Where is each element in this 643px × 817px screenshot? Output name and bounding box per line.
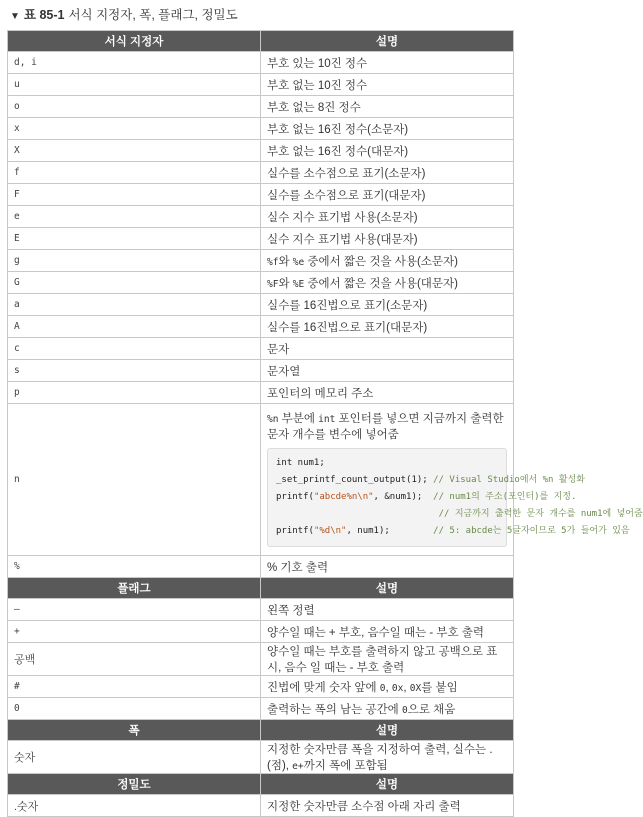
- code-text: , num1);: [346, 526, 434, 536]
- specifier-desc: [261, 52, 514, 74]
- desc-text: 지정한 숫자만큼 소수점 아래 자리 출력: [267, 800, 461, 813]
- desc-text: 문자: [267, 343, 290, 356]
- code-text: printf(: [276, 526, 314, 536]
- table-row: [8, 599, 514, 621]
- inline-code: %E: [292, 278, 305, 290]
- desc-text: 실수 지수 표기법 사용(소문자): [267, 211, 418, 224]
- specifier-desc: [261, 382, 514, 404]
- desc-text: 부호 있는 10진 정수: [267, 57, 368, 70]
- desc-text: 부호 없는 16진 정수(대문자): [267, 145, 409, 158]
- desc-text: 문자열: [267, 365, 301, 378]
- code-comment: // 5: abcde는 5글자이므로 5가 들어가 있음: [433, 526, 630, 536]
- inline-code: 0: [379, 682, 386, 694]
- desc-text: 진법에 맞게 숫자 앞에: [267, 681, 380, 694]
- table-row: [8, 382, 514, 404]
- inline-code: %F: [267, 278, 279, 290]
- header-desc: 설명: [261, 720, 514, 741]
- table-row: [8, 140, 514, 162]
- specifier-desc: [261, 272, 514, 294]
- desc-text: 양수일 때는 + 부호, 음수일 때는 - 부호 출력: [267, 626, 485, 639]
- desc-cell: [261, 599, 514, 621]
- specifier-desc: [261, 360, 514, 382]
- code-string: "abcde%n\n": [313, 492, 374, 502]
- table-row: [8, 250, 514, 272]
- table-row: [8, 698, 514, 720]
- code-pre: [276, 455, 643, 540]
- specifier-desc: [261, 184, 514, 206]
- desc-text: 출력하는 폭의 남는 공간에: [267, 703, 402, 716]
- table-row: [8, 741, 514, 774]
- width-header-row: [8, 720, 514, 741]
- specifier-desc: [261, 140, 514, 162]
- table-row: [8, 206, 514, 228]
- specifier-desc: [261, 206, 514, 228]
- table-caption: [0, 0, 523, 30]
- key-cell: –: [8, 599, 261, 621]
- specifier-key: e: [8, 206, 261, 228]
- flags-header-row: [8, 578, 514, 599]
- spec-header-row: [8, 31, 514, 52]
- desc-text: 까지 폭에 포함됨: [303, 760, 388, 772]
- code-string: "%d\n": [313, 526, 347, 536]
- inline-code: e+: [292, 761, 304, 772]
- n-desc-wrap: [267, 404, 643, 555]
- key-cell: .숫자: [8, 795, 261, 817]
- desc-text: 부분에: [278, 413, 319, 425]
- specifier-key: o: [8, 96, 261, 118]
- table-row: [8, 643, 514, 676]
- table-row: [8, 294, 514, 316]
- desc-text: 중에서 짧은 것을 사용(대문자): [304, 277, 458, 290]
- desc-text: 부호 없는 16진 정수(소문자): [267, 123, 409, 136]
- specifier-key: F: [8, 184, 261, 206]
- inline-code: 0X: [409, 682, 422, 694]
- desc-text: 중에서 짧은 것을 사용(소문자): [304, 255, 458, 268]
- specifier-key: f: [8, 162, 261, 184]
- header-key: 정밀도: [8, 774, 261, 795]
- specifier-key: A: [8, 316, 261, 338]
- key-cell: 숫자: [8, 741, 261, 774]
- specifier-desc: [261, 162, 514, 184]
- code-block: [267, 448, 643, 547]
- code-comment: // 지금까지 출력한 문자 개수를 num1에 넣어줌: [438, 509, 643, 519]
- specifier-key: %: [8, 556, 261, 578]
- specifier-key: p: [8, 382, 261, 404]
- desc-text: 지정한 숫자만큼 폭을 지정하여 출력, 실수는 . (점),: [267, 744, 493, 772]
- desc-text: 양수일 때는 부호를 출력하지 않고 공백으로 표시, 음수 일 때는 - 부호 출력: [267, 646, 498, 674]
- table-row: [8, 52, 514, 74]
- n-note: [267, 410, 507, 442]
- desc-cell: [261, 795, 514, 817]
- inline-code: 0x: [391, 682, 404, 694]
- desc-text: ,: [385, 681, 392, 694]
- specifier-desc: [261, 118, 514, 140]
- specifier-desc: [261, 294, 514, 316]
- desc-text: 와: [278, 255, 293, 268]
- code-comment: // Visual Studio에서 %n 활성화: [433, 475, 585, 485]
- code-line: [276, 523, 630, 540]
- desc-text: 부호 없는 8진 정수: [267, 101, 361, 114]
- table-title: 서식 지정자, 폭, 플래그, 정밀도: [68, 8, 238, 22]
- desc-text: 왼쪽 정렬: [267, 604, 315, 617]
- specifier-desc: % 기호 출력: [261, 556, 514, 578]
- specifier-key: X: [8, 140, 261, 162]
- inline-code: 0: [401, 704, 408, 716]
- table-row: [8, 316, 514, 338]
- precision-header-row: [8, 774, 514, 795]
- code-text: int num1;: [276, 458, 325, 468]
- desc-text: 실수를 16진법으로 표기(소문자): [267, 299, 428, 312]
- specifier-desc: [261, 96, 514, 118]
- specifier-key: s: [8, 360, 261, 382]
- table-number: 표 85-1: [23, 8, 65, 22]
- table-row: [8, 118, 514, 140]
- code-line: [276, 472, 585, 489]
- specifier-desc: [261, 338, 514, 360]
- code-comment: // num1의 주소(포인터)를 지정.: [433, 492, 577, 502]
- collapse-triangle-icon[interactable]: ▼: [10, 11, 20, 22]
- desc-cell: [261, 676, 514, 698]
- desc-text: 포인터의 메모리 주소: [267, 387, 374, 400]
- header-key: 플래그: [8, 578, 261, 599]
- table-row: [8, 228, 514, 250]
- specifier-key: E: [8, 228, 261, 250]
- desc-text: 부호 없는 10진 정수: [267, 79, 368, 92]
- key-cell: +: [8, 621, 261, 643]
- desc-cell: [261, 643, 514, 676]
- desc-text: 실수를 소수점으로 표기(소문자): [267, 167, 426, 180]
- table-row: [8, 676, 514, 698]
- key-cell: 0: [8, 698, 261, 720]
- desc-text: 실수를 소수점으로 표기(대문자): [267, 189, 426, 202]
- inline-code: %n: [267, 414, 279, 425]
- table-row: [8, 338, 514, 360]
- desc-text: 실수 지수 표기법 사용(대문자): [267, 233, 418, 246]
- header-desc: 설명: [261, 774, 514, 795]
- table-row-n: [8, 404, 514, 556]
- code-line: [276, 506, 643, 523]
- specifier-desc: [261, 228, 514, 250]
- table-row: [8, 621, 514, 643]
- format-spec-table: [7, 30, 643, 817]
- code-text: _set_printf_count_output(1);: [276, 475, 434, 485]
- specifier-desc: [261, 250, 514, 272]
- table-row: [8, 74, 514, 96]
- specifier-key: u: [8, 74, 261, 96]
- specifier-key: c: [8, 338, 261, 360]
- specifier-key: n: [8, 404, 261, 556]
- header-desc: 설명: [261, 578, 514, 599]
- key-cell: #: [8, 676, 261, 698]
- desc-cell: [261, 741, 514, 774]
- inline-code: %e: [292, 256, 305, 268]
- inline-code: %f: [267, 256, 279, 268]
- desc-cell: [261, 621, 514, 643]
- specifier-key: a: [8, 294, 261, 316]
- table-row: [8, 795, 514, 817]
- table-row: [8, 184, 514, 206]
- specifier-desc: [261, 404, 643, 556]
- code-line: [276, 489, 577, 506]
- header-key: 폭: [8, 720, 261, 741]
- specifier-key: d, i: [8, 52, 261, 74]
- desc-text: ,: [403, 681, 410, 694]
- table-row: [8, 360, 514, 382]
- code-text: [276, 509, 439, 519]
- header-key: 서식 지정자: [8, 31, 261, 52]
- desc-text: 실수를 16진법으로 표기(대문자): [267, 321, 428, 334]
- table-row: [8, 556, 514, 578]
- code-text: , &num1);: [373, 492, 434, 502]
- key-cell: 공백: [8, 643, 261, 676]
- specifier-key: G: [8, 272, 261, 294]
- specifier-desc: [261, 316, 514, 338]
- table-row: [8, 162, 514, 184]
- desc-text: 포인터를 넣으면 지금까지 출력한 문자 개수를 변수에 넣어줌: [267, 413, 504, 441]
- desc-text: 를 붙임: [421, 681, 458, 694]
- table-row: [8, 272, 514, 294]
- table-row: [8, 96, 514, 118]
- code-text: printf(: [276, 492, 314, 502]
- specifier-key: x: [8, 118, 261, 140]
- desc-text: 으로 채움: [407, 703, 456, 716]
- specifier-key: g: [8, 250, 261, 272]
- desc-cell: [261, 698, 514, 720]
- inline-code: int: [318, 414, 336, 425]
- specifier-desc: [261, 74, 514, 96]
- header-desc: 설명: [261, 31, 514, 52]
- desc-text: 와: [278, 277, 293, 290]
- code-line: [276, 455, 498, 472]
